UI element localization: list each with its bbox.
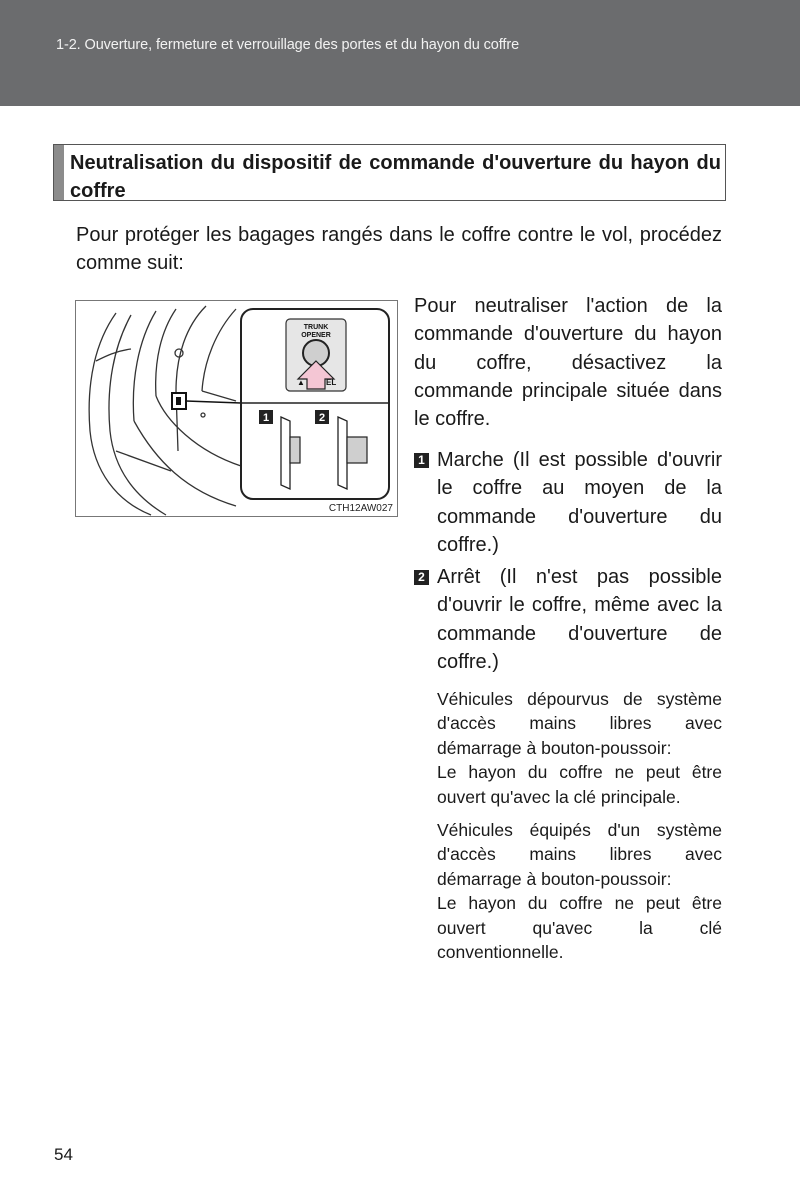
page-number: 54 xyxy=(54,1145,73,1164)
trunk-label-line1: TRUNK xyxy=(303,324,329,331)
section-heading-bar xyxy=(54,145,64,200)
trunk-interior-drawing xyxy=(76,301,399,518)
note-text: Le hayon du coffre ne peut être ouvert qu'avec la clé principale. xyxy=(437,762,722,807)
svg-text:1: 1 xyxy=(262,412,270,424)
note-block xyxy=(437,687,722,809)
item-text: Arrêt (Il n'est pas possible d'ouvrir le coffre, même avec la commande d'ouverture de coffre.) xyxy=(437,566,722,673)
trunk-label-line2: OPENER xyxy=(301,332,331,339)
note-block xyxy=(437,818,722,964)
cancel-mark-icon: ▲ xyxy=(297,378,305,387)
item-number-badge: 2 xyxy=(414,570,429,585)
section-heading-box xyxy=(53,144,726,201)
main-paragraph: Pour neutraliser l'action de la commande d'ouverture du hayon du coffre, désactivez la commande principale située dans le coffre. xyxy=(414,295,722,431)
intro-paragraph: Pour protéger les bagages rangés dans le coffre contre le vol, procédez comme suit: xyxy=(76,224,722,274)
note-condition: Véhicules équipés d'un système d'accès mains libres avec démarrage à bouton-poussoir: xyxy=(437,820,722,889)
item-text: Marche (Il est possible d'ouvrir le coffre au moyen de la commande d'ouverture du coffre.) xyxy=(437,449,722,556)
list-item xyxy=(414,563,722,676)
note-text: Le hayon du coffre ne peut être ouvert qu'avec la clé conventionnelle. xyxy=(437,893,722,963)
page-header xyxy=(0,0,800,106)
section-title: Neutralisation du dispositif de commande d'ouverture du hayon du coffre xyxy=(70,152,721,202)
trunk-opener-illustration xyxy=(75,300,398,517)
note-condition: Véhicules dépourvus de système d'accès mains libres avec démarrage à bouton-poussoir: xyxy=(437,689,722,758)
breadcrumb: 1-2. Ouverture, fermeture et verrouillage des portes et du hayon du coffre xyxy=(56,37,520,53)
cancel-label-fragment: EL xyxy=(326,378,337,387)
list-item xyxy=(414,446,722,559)
item-number-badge: 1 xyxy=(414,453,429,468)
figure-code: CTH12AW027 xyxy=(328,503,393,514)
svg-text:2: 2 xyxy=(318,412,326,424)
